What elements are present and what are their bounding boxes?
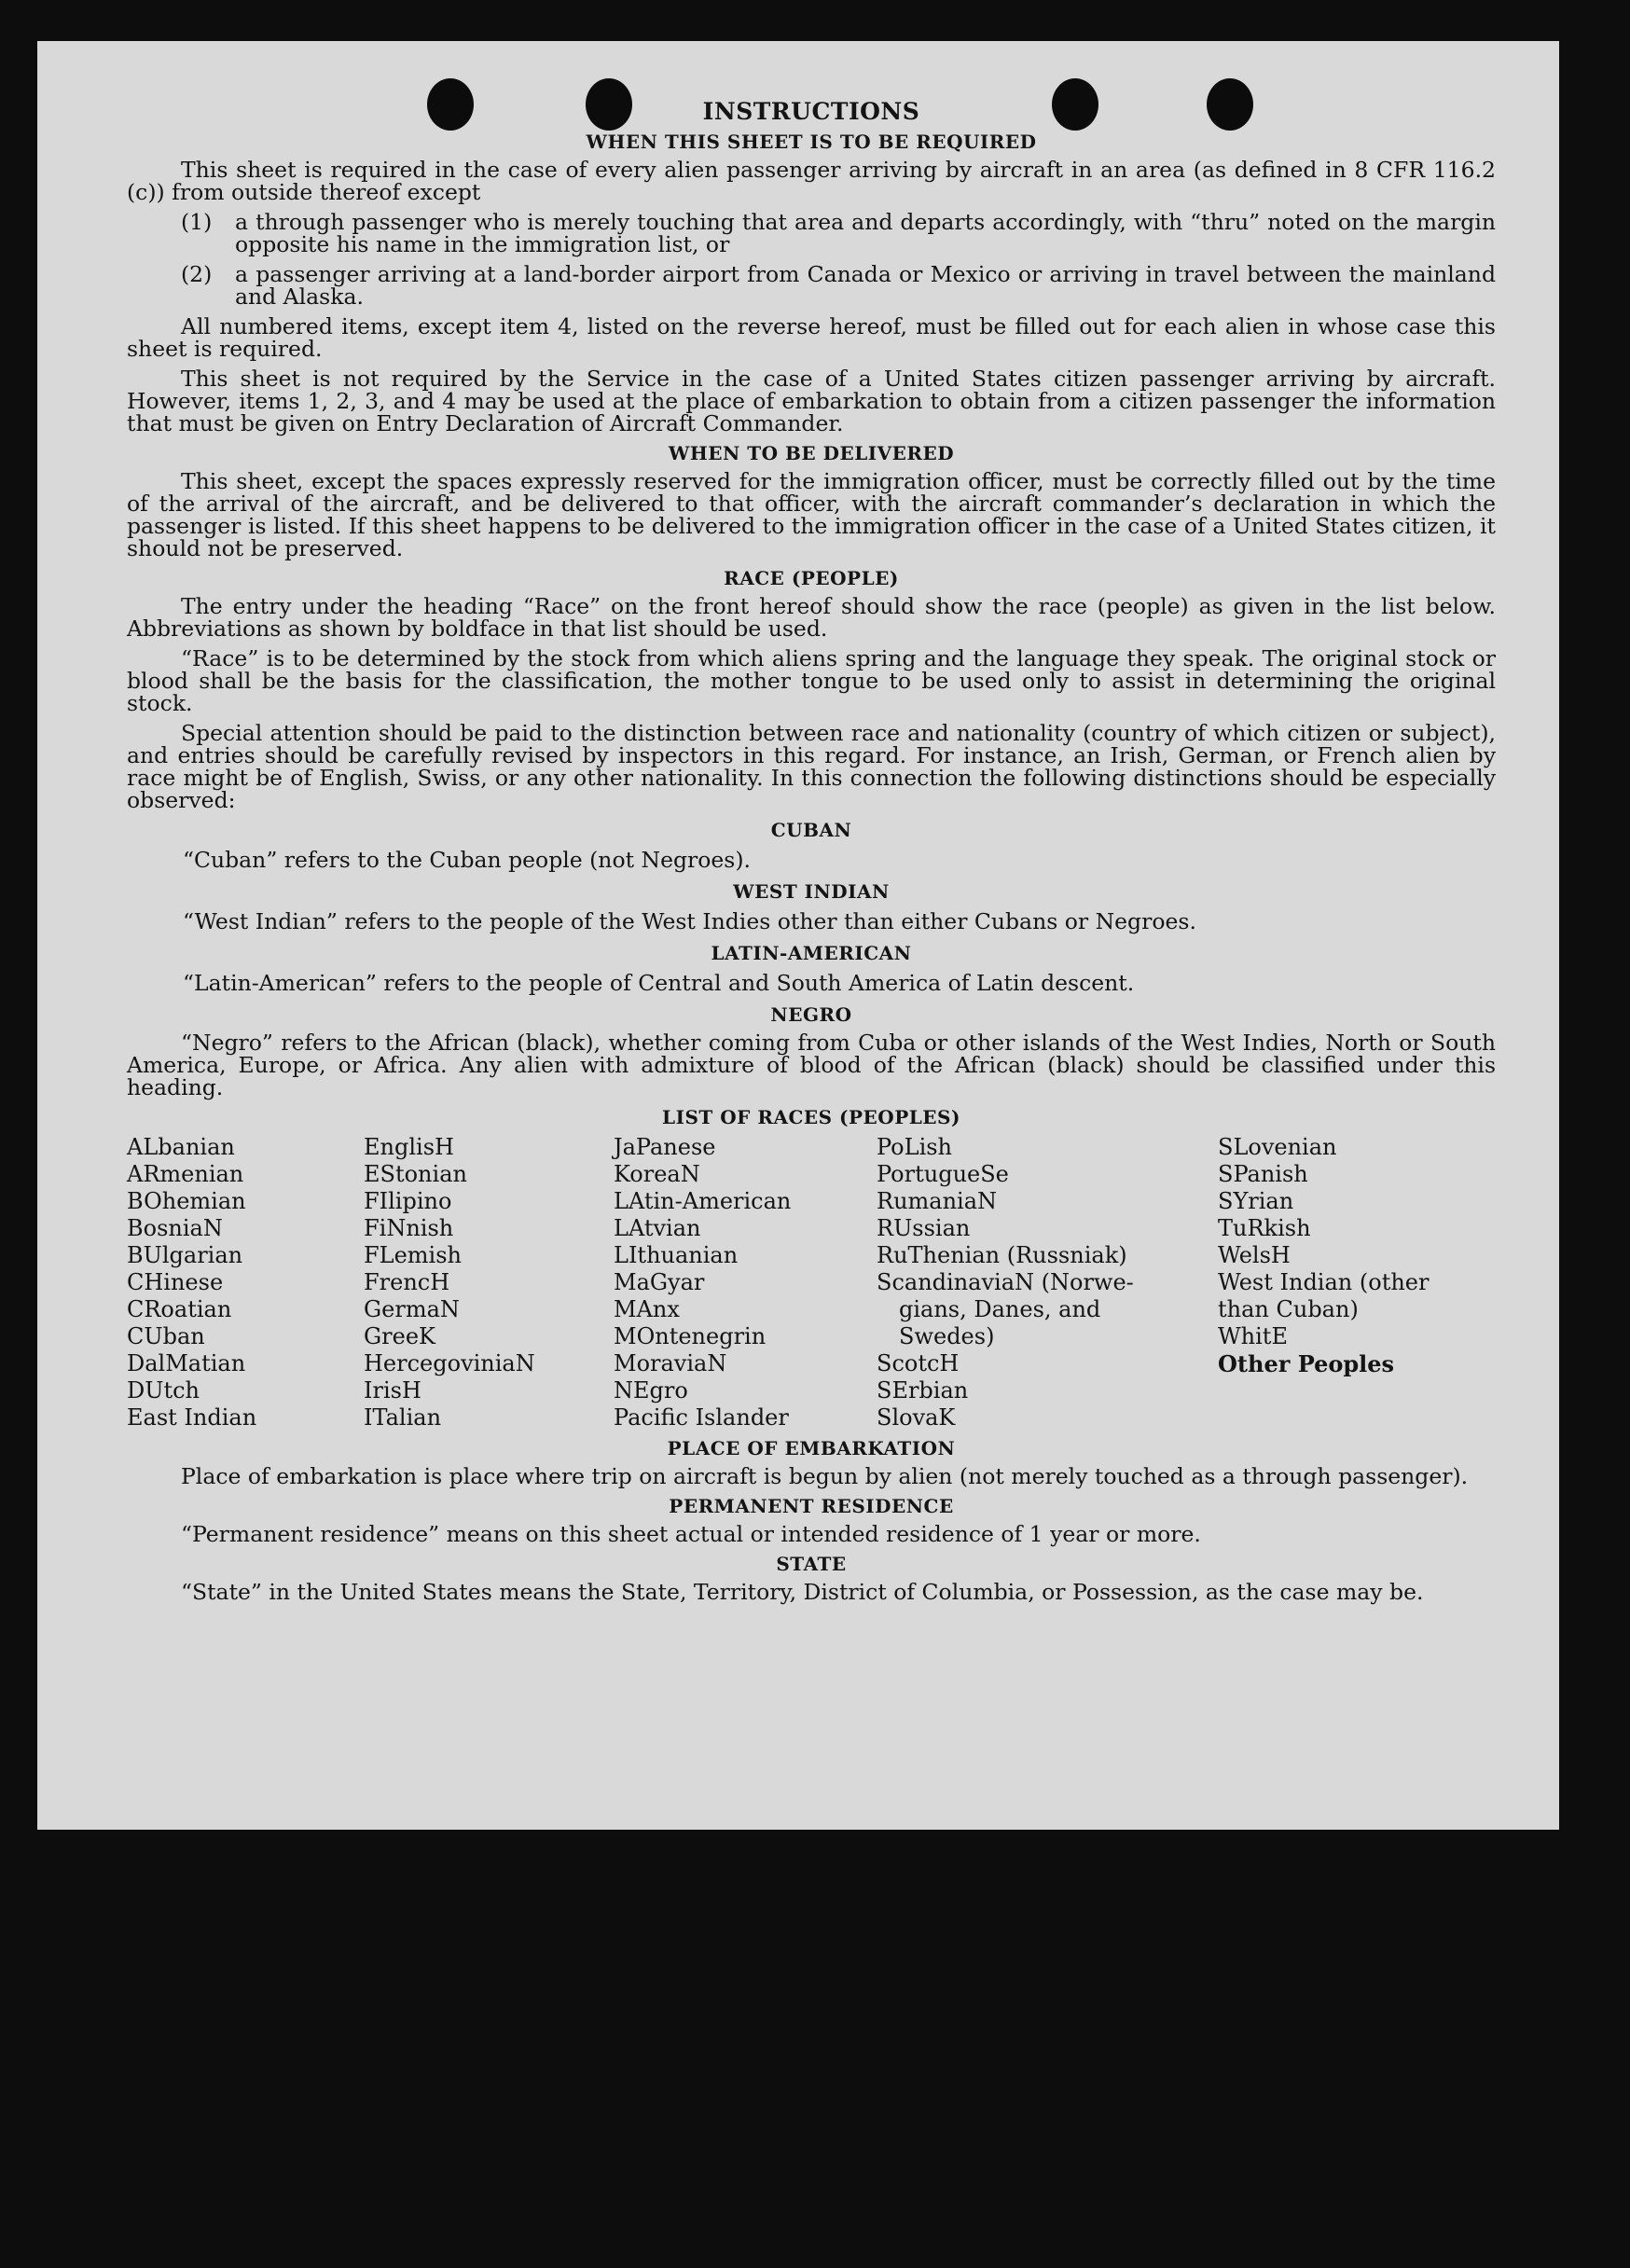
race-item: GermaN: [364, 1296, 460, 1322]
race-item: gians, Danes, and: [899, 1296, 1101, 1322]
race-item: SPanish: [1218, 1161, 1308, 1187]
section-heading: PLACE OF EMBARKATION: [667, 1437, 956, 1459]
races-column: [877, 1134, 1218, 1431]
races-column: [127, 1134, 364, 1431]
race-item: FrencH: [364, 1269, 450, 1295]
race-item: DUtch: [127, 1377, 200, 1404]
document-sheet: [37, 41, 1559, 1830]
race-item: HercegoviniaN: [364, 1350, 535, 1376]
paragraph: This sheet is required in the case of every alien passenger arriving by aircraft in an area (as defined in 8 CFR 116.2 (c)) from outside thereof except: [127, 157, 1496, 205]
race-item: East Indian: [127, 1404, 257, 1431]
race-item: MaGyar: [614, 1269, 705, 1295]
race-item: Pacific Islander: [614, 1404, 789, 1431]
paragraph: This sheet is not required by the Service in the case of a United States citizen passenger arriving by aircraft. However, items 1, 2, 3, and 4 may be used at the place of embarkation to obtain from a citizen passenger the information that must be given on Entry Declaration of Aircraft Commander.: [127, 366, 1496, 436]
document-body: [127, 98, 1496, 1611]
section-heading: LIST OF RACES (PEOPLES): [662, 1106, 960, 1128]
race-item: CHinese: [127, 1269, 224, 1295]
race-item: BOhemian: [127, 1188, 246, 1214]
definition-text: “Latin-American” refers to the people of Central and South America of Latin descent.: [183, 970, 1135, 996]
race-item: LAtin-American: [614, 1188, 792, 1214]
race-item: SLovenian: [1218, 1134, 1337, 1160]
race-item: ITalian: [364, 1404, 442, 1431]
section-heading: CUBAN: [770, 819, 852, 841]
paragraph: “State” in the United States means the State, Territory, District of Columbia, or Possession, as the case may be.: [181, 1579, 1424, 1605]
section-heading: NEGRO: [770, 1003, 852, 1026]
race-item: EStonian: [364, 1161, 467, 1187]
race-item: BUlgarian: [127, 1242, 243, 1268]
race-item: SYrian: [1218, 1188, 1294, 1214]
section-heading: WHEN THIS SHEET IS TO BE REQUIRED: [586, 131, 1037, 153]
race-item: ALbanian: [127, 1134, 235, 1160]
race-item: than Cuban): [1218, 1296, 1359, 1322]
race-item: KoreaN: [614, 1161, 700, 1187]
race-item: ScandinaviaN (Norwe-: [877, 1269, 1134, 1295]
race-item: RuThenian (Russniak): [877, 1242, 1127, 1268]
race-item: BosniaN: [127, 1215, 223, 1241]
race-item: ARmenian: [127, 1161, 244, 1187]
paragraph: “Negro” refers to the African (black), whether coming from Cuba or other islands of the West Indies, North or South America, Europe, or Africa. Any alien with admixture of blood of the African (black) should be classified under this heading.: [127, 1030, 1496, 1100]
section-heading: WEST INDIAN: [733, 880, 890, 903]
list-number: (1): [181, 209, 213, 235]
race-item: CUban: [127, 1323, 205, 1349]
race-item: SlovaK: [877, 1404, 956, 1431]
race-item: NEgro: [614, 1377, 688, 1404]
section-heading: STATE: [776, 1553, 847, 1575]
race-item: Other Peoples: [1218, 1350, 1395, 1377]
section-heading: LATIN-AMERICAN: [711, 942, 912, 964]
race-item: ScotcH: [877, 1350, 960, 1376]
race-item: West Indian (other: [1218, 1269, 1430, 1295]
list-item: [127, 211, 1496, 256]
paragraph: This sheet, except the spaces expressly reserved for the immigration officer, must be correctly filled out by the time of the arrival of the aircraft, and be delivered to that officer, with the aircraft commander’s declaration in which the passenger is listed. If this sheet happens to be delivered to the immigration officer in the case of a United States citizen, it should not be preserved.: [127, 468, 1496, 561]
definition-text: “West Indian” refers to the people of the West Indies other than either Cubans or Negroes.: [183, 908, 1196, 934]
paragraph: Place of embarkation is place where trip on aircraft is begun by alien (not merely touched as a through passenger).: [181, 1463, 1469, 1489]
race-item: WhitE: [1218, 1323, 1288, 1349]
paragraph: “Race” is to be determined by the stock from which aliens spring and the language they speak. The original stock or blood shall be the basis for the classification, the mother tongue to be used only to assist in determining the original stock.: [127, 645, 1496, 716]
race-item: Swedes): [899, 1323, 995, 1349]
race-item: PortugueSe: [877, 1161, 1009, 1187]
list-text: a through passenger who is merely touching that area and departs accordingly, with “thru” noted on the margin opposite his name in the immigration list, or: [235, 209, 1496, 257]
race-item: CRoatian: [127, 1296, 232, 1322]
races-column: [1218, 1134, 1496, 1431]
list-number: (2): [181, 261, 213, 287]
race-item: RUssian: [877, 1215, 971, 1241]
paragraph: “Permanent residence” means on this sheet actual or intended residence of 1 year or more.: [181, 1521, 1201, 1547]
race-item: JaPanese: [614, 1134, 716, 1160]
definition-text: “Cuban” refers to the Cuban people (not Negroes).: [183, 847, 752, 873]
race-item: GreeK: [364, 1323, 435, 1349]
race-item: FIlipino: [364, 1188, 452, 1214]
list-item: [127, 263, 1496, 308]
race-item: DalMatian: [127, 1350, 246, 1376]
race-item: PoLish: [877, 1134, 953, 1160]
races-list: [127, 1134, 1496, 1431]
paragraph: Special attention should be paid to the distinction between race and nationality (country of which citizen or subject), and entries should be carefully revised by inspectors in this regard. For instance, an Irish, German, or French alien by race might be of English, Swiss, or any other nationality. In this connection the following distinctions should be especially observed:: [127, 720, 1496, 813]
race-item: LAtvian: [614, 1215, 701, 1241]
page-title: INSTRUCTIONS: [702, 98, 920, 125]
race-item: MOntenegrin: [614, 1323, 767, 1349]
race-item: EnglisH: [364, 1134, 454, 1160]
paragraph: The entry under the heading “Race” on the front hereof should show the race (people) as given in the list below. Abbreviations as shown by boldface in that list should be used.: [127, 593, 1496, 642]
race-item: FiNnish: [364, 1215, 454, 1241]
races-column: [614, 1134, 877, 1431]
race-item: LIthuanian: [614, 1242, 739, 1268]
race-item: RumaniaN: [877, 1188, 998, 1214]
race-item: SErbian: [877, 1377, 969, 1404]
race-item: IrisH: [364, 1377, 421, 1404]
race-item: FLemish: [364, 1242, 462, 1268]
race-item: TuRkish: [1218, 1215, 1311, 1241]
race-item: WelsH: [1218, 1242, 1291, 1268]
race-item: MAnx: [614, 1296, 680, 1322]
paragraph: All numbered items, except item 4, listed on the reverse hereof, must be filled out for each alien in whose case this sheet is required.: [127, 313, 1496, 362]
list-text: a passenger arriving at a land-border airport from Canada or Mexico or arriving in travel between the mainland and Alaska.: [235, 261, 1496, 310]
section-heading: WHEN TO BE DELIVERED: [668, 442, 955, 464]
races-column: [364, 1134, 614, 1431]
race-item: MoraviaN: [614, 1350, 727, 1376]
section-heading: RACE (PEOPLE): [724, 567, 899, 589]
section-heading: PERMANENT RESIDENCE: [669, 1495, 954, 1517]
